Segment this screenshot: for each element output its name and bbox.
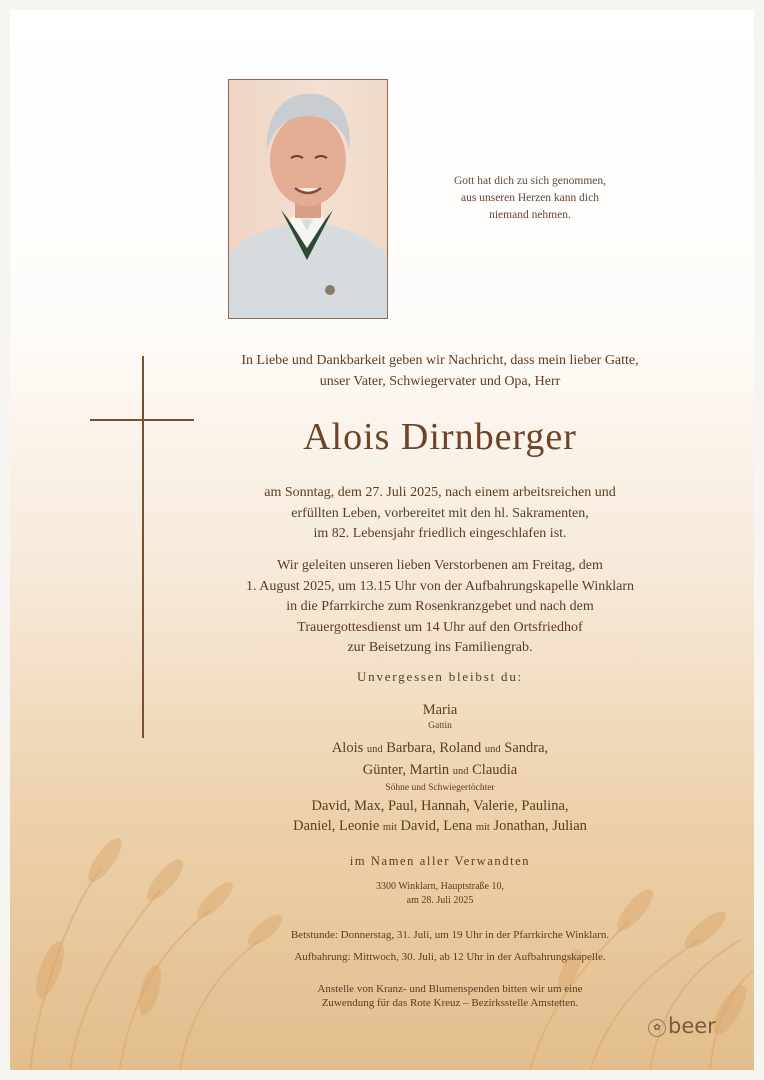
child-name: Alois [331, 740, 364, 756]
address-block [190, 880, 690, 908]
und-word: und [452, 766, 469, 777]
child-name: Barbara, Roland [386, 740, 482, 756]
death-line: erfüllten Leben, vorbereitet mit den hl. Sakramenten, [291, 505, 589, 521]
funeral-line: 1. August 2025, um 13.15 Uhr von der Aufbahrungskapelle Winklarn [245, 578, 634, 594]
unvergessen-heading: Unvergessen bleibst du: [356, 669, 524, 684]
spouse-name: Maria [422, 702, 458, 718]
grandchildren-line [190, 816, 690, 838]
grandchild-name: Jonathan, Julian [493, 818, 587, 834]
death-line: im 82. Lebensjahr friedlich eingeschlafen ist. [313, 526, 567, 541]
mit-word: mit [382, 822, 397, 833]
funeral-line: Trauergottesdienst um 14 Uhr auf den Ortsfriedhof [297, 619, 583, 635]
funeral-line: Wir geleiten unseren lieben Verstorbenen am Freitag, dem [277, 558, 603, 573]
funeral-notice [190, 556, 690, 659]
child-name: Claudia [472, 762, 518, 778]
quote-line: Gott hat dich zu sich genommen, [453, 175, 607, 187]
portrait-illustration [229, 80, 387, 318]
children-line [190, 738, 690, 760]
aufbahrung-line: Aufbahrung: Mittwoch, 30. Juli, ab 12 Uhr in der Aufbahrungskapelle. [294, 951, 606, 963]
quote-line: niemand nehmen. [489, 209, 571, 221]
child-name: Sandra, [504, 740, 549, 756]
announcement-intro [190, 350, 690, 392]
grandchild-name: David, Lena [400, 818, 473, 834]
grandchild-name: Daniel, Leonie [293, 818, 380, 834]
death-line: am Sonntag, dem 27. Juli 2025, nach einem arbeitsreichen und [264, 485, 616, 500]
spouse-role: Gattin [428, 721, 452, 731]
cross-icon-horizontal [90, 419, 194, 421]
children-line [190, 760, 690, 782]
quote-line: aus unseren Herzen kann dich [461, 192, 599, 204]
beer-logo [648, 1014, 716, 1038]
address-line: 3300 Winklarn, Hauptstraße 10, [376, 881, 504, 892]
child-name: Günter, Martin [362, 762, 450, 778]
beer-logo-icon: ✿ [648, 1019, 666, 1037]
mit-word: mit [475, 822, 490, 833]
intro-line: In Liebe und Dankbarkeit geben wir Nachricht, dass mein lieber Gatte, [241, 353, 639, 368]
donation-line: Zuwendung für das Rote Kreuz – Bezirksstelle Amstetten. [321, 997, 579, 1009]
deceased-name: Alois Dirnberger [303, 416, 577, 458]
funeral-line: zur Beisetzung ins Familiengrab. [347, 640, 533, 655]
obituary-card [10, 10, 754, 1070]
grandchildren-line: David, Max, Paul, Hannah, Valerie, Paulina, [311, 798, 569, 814]
children-entry [190, 738, 690, 795]
death-notice [190, 483, 690, 545]
logo-text: beer [668, 1014, 716, 1038]
spouse-entry [190, 700, 690, 733]
cross-icon-vertical [142, 356, 144, 738]
donation-line: Anstelle von Kranz- und Blumenspenden bitten wir um eine [317, 983, 583, 995]
im-namen-line: im Namen aller Verwandten [349, 854, 531, 868]
children-role: Söhne und Schwiegertöchter [385, 783, 495, 793]
funeral-line: in die Pfarrkirche zum Rosenkranzgebet und nach dem [286, 599, 594, 614]
portrait-photo [228, 79, 388, 319]
und-word: und [484, 744, 501, 755]
memorial-quote [420, 173, 640, 224]
address-date: am 28. Juli 2025 [406, 895, 474, 906]
und-word: und [366, 744, 383, 755]
intro-line: unser Vater, Schwiegervater und Opa, Herr [319, 374, 561, 389]
betstunde-line: Betstunde: Donnerstag, 31. Juli, um 19 Uhr in der Pfarrkirche Winklarn. [290, 929, 610, 941]
grandchildren-entry [190, 796, 690, 838]
